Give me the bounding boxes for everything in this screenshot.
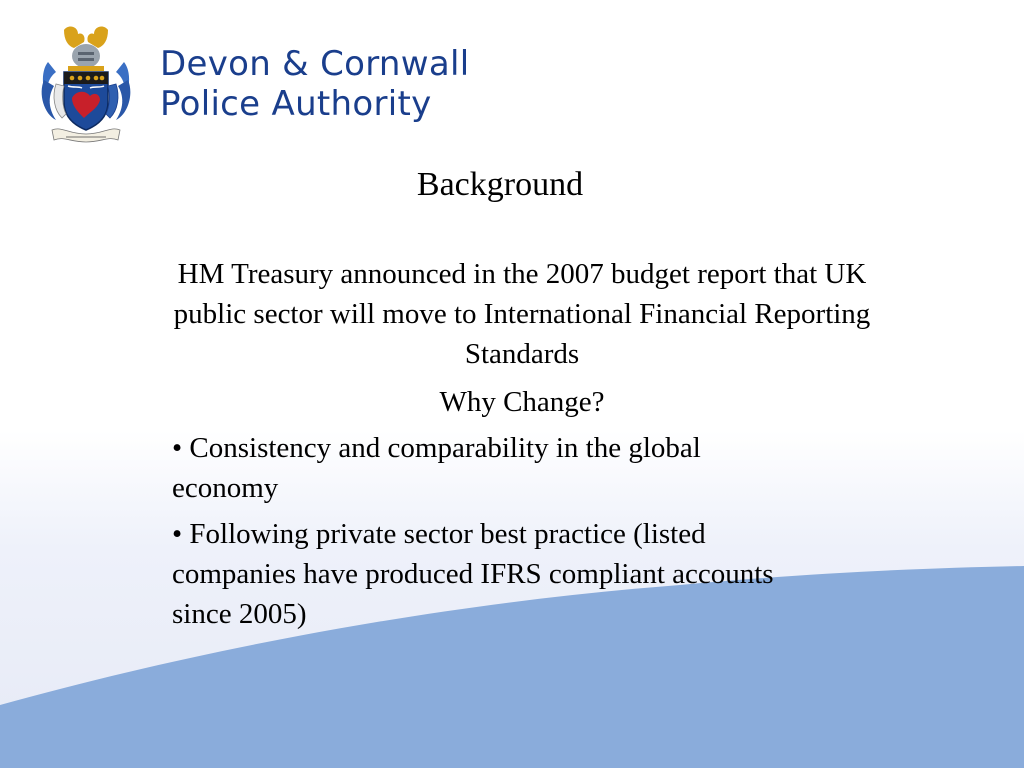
bullet-item: • Following private sector best practice (listed companies have produced IFRS compliant accounts since 2005) xyxy=(172,518,774,630)
why-change-heading: Why Change? xyxy=(439,386,605,418)
organization-name-line2: Police Authority xyxy=(160,84,432,124)
slide-body xyxy=(172,254,872,634)
intro-paragraph: HM Treasury announced in the 2007 budget report that UK public sector will move to International Financial Reporting Standards xyxy=(173,258,871,370)
coat-of-arms-icon xyxy=(38,22,134,146)
organization-name xyxy=(160,44,470,124)
bullet-item: • Consistency and comparability in the global economy xyxy=(172,432,701,504)
slide-title: Background xyxy=(416,166,584,203)
organization-name-line1: Devon & Cornwall xyxy=(160,44,470,84)
